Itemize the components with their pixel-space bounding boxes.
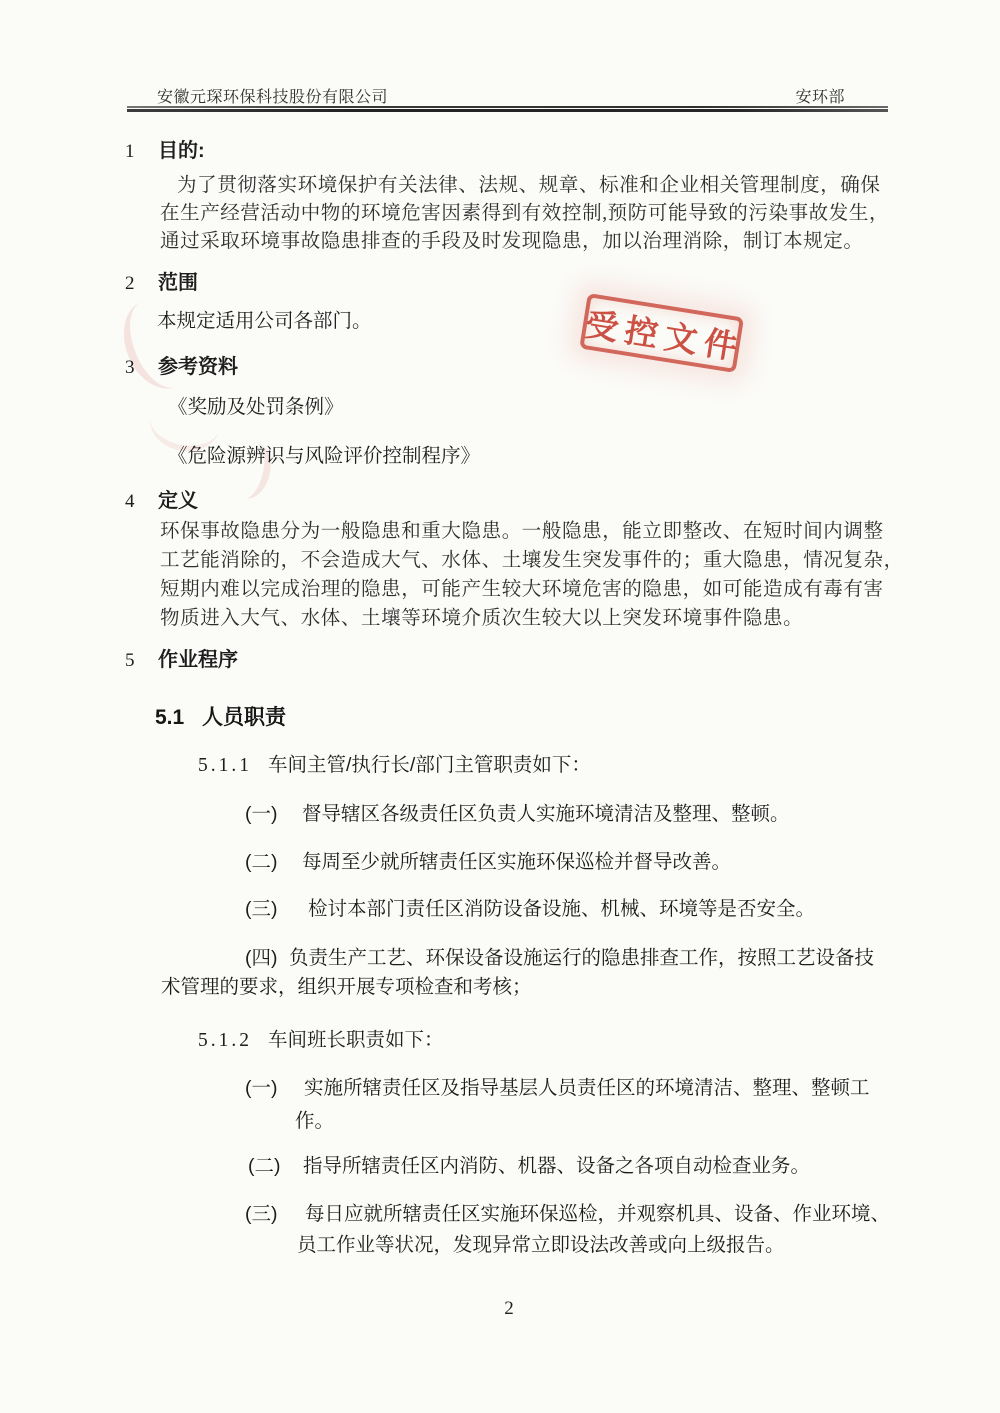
section-4-paragraph xyxy=(160,517,904,633)
list-item-text: 督导辖区各级责任区负责人实施环境清洁及整理、整顿。 xyxy=(302,803,790,825)
list-item-continuation: 作。 xyxy=(295,1110,335,1132)
section-5-number: 5 xyxy=(125,650,135,671)
list-item xyxy=(245,944,874,972)
list-item xyxy=(248,1152,810,1180)
list-item xyxy=(245,1074,870,1102)
section-3-title: 参考资料 xyxy=(158,356,238,378)
list-item-marker: (三) xyxy=(245,1203,278,1225)
list-item xyxy=(245,1200,890,1228)
list-item xyxy=(245,848,731,876)
section-5-1-number: 5.1 xyxy=(155,706,185,729)
section-1-title: 目的: xyxy=(158,140,205,162)
section-2-heading xyxy=(125,266,198,295)
reference-document: 《危险源辨识与风险评价控制程序》 xyxy=(168,445,481,467)
section-3-number: 3 xyxy=(125,357,135,378)
scope-statement: 本规定适用公司各部门。 xyxy=(157,310,372,332)
list-item-text: 实施所辖责任区及指导基层人员责任区的环境清洁、整理、整顿工 xyxy=(304,1077,870,1099)
list-item-marker: (一) xyxy=(245,1077,278,1099)
list-item-text: 每周至少就所辖责任区实施环保巡检并督导改善。 xyxy=(302,851,732,873)
section-2-number: 2 xyxy=(125,273,135,294)
section-5-title: 作业程序 xyxy=(158,649,238,671)
header-company-name: 安徽元琛环保科技股份有限公司 xyxy=(157,89,389,106)
list-item-marker: (三) xyxy=(245,898,278,920)
paragraph-line: 短期内难以完成治理的隐患，可能产生较大环境危害的隐患，如可能造成有毒有害 xyxy=(160,579,884,600)
page-number: 2 xyxy=(504,1298,514,1319)
section-5-1-title: 人员职责 xyxy=(202,706,286,729)
section-2-title: 范围 xyxy=(158,272,198,294)
section-3-heading xyxy=(125,350,238,379)
list-item-continuation: 术管理的要求，组织开展专项检查和考核； xyxy=(161,976,532,998)
header-department: 安环部 xyxy=(795,89,845,106)
paragraph-line: 工艺能消除的，不会造成大气、水体、土壤发生突发事件的；重大隐患，情况复杂， xyxy=(160,550,904,571)
section-5-1-1-heading xyxy=(198,749,591,777)
list-item-marker: (二) xyxy=(248,1155,281,1177)
section-4-title: 定义 xyxy=(158,490,198,512)
section-5-1-heading xyxy=(155,701,286,731)
section-4-number: 4 xyxy=(125,491,135,512)
section-1-number: 1 xyxy=(125,141,135,162)
list-item-marker: (二) xyxy=(245,851,278,873)
list-item-text: 指导所辖责任区内消防、机器、设备之各项自动检查业务。 xyxy=(303,1155,811,1177)
list-item-text: 每日应就所辖责任区实施环保巡检，并观察机具、设备、作业环境、 xyxy=(305,1203,891,1225)
list-item-marker: (一) xyxy=(245,803,278,825)
stamp-text: 受控文件 xyxy=(582,304,747,367)
header-divider-thick-line xyxy=(127,109,888,112)
list-item-text: 检讨本部门责任区消防设备设施、机械、环境等是否安全。 xyxy=(308,898,816,920)
paragraph-line: 通过采取环境事故隐患排查的手段及时发现隐患，加以治理消除，制订本规定。 xyxy=(160,231,864,252)
section-5-1-2-number: 5.1.2 xyxy=(198,1030,252,1051)
controlled-document-stamp xyxy=(579,293,747,373)
section-5-1-1-number: 5.1.1 xyxy=(198,755,252,776)
stamp-bleed-mark xyxy=(111,289,207,399)
paragraph-line: 为了贯彻落实环境保护有关法律、法规、规章、标准和企业相关管理制度，确保 xyxy=(177,175,881,196)
section-5-heading xyxy=(125,643,238,672)
list-item-marker: (四) xyxy=(245,947,278,969)
paragraph-line: 环保事故隐患分为一般隐患和重大隐患。一般隐患，能立即整改、在短时间内调整 xyxy=(160,521,884,542)
section-1-heading xyxy=(125,134,205,163)
section-5-1-1-title: 车间主管/执行长/部门主管职责如下： xyxy=(268,754,591,776)
list-item-continuation: 员工作业等状况，发现异常立即设法改善或向上级报告。 xyxy=(297,1234,785,1256)
paragraph-line: 物质进入大气、水体、土壤等环境介质次生较大以上突发环境事件隐患。 xyxy=(160,608,804,629)
section-4-heading xyxy=(125,484,198,513)
section-5-1-2-title: 车间班长职责如下： xyxy=(268,1029,444,1051)
header-divider-thin-line xyxy=(127,106,888,108)
list-item-text: 负责生产工艺、环保设备设施运行的隐患排查工作，按照工艺设备技 xyxy=(289,947,875,969)
section-1-paragraph xyxy=(160,172,889,256)
reference-document: 《奖励及处罚条例》 xyxy=(168,396,344,418)
section-5-1-2-heading xyxy=(198,1024,444,1052)
list-item xyxy=(245,895,815,923)
list-item xyxy=(245,800,790,828)
paragraph-line: 在生产经营活动中物的环境危害因素得到有效控制,预防可能导致的污染事故发生， xyxy=(160,203,890,224)
header-divider-rule xyxy=(127,106,888,113)
